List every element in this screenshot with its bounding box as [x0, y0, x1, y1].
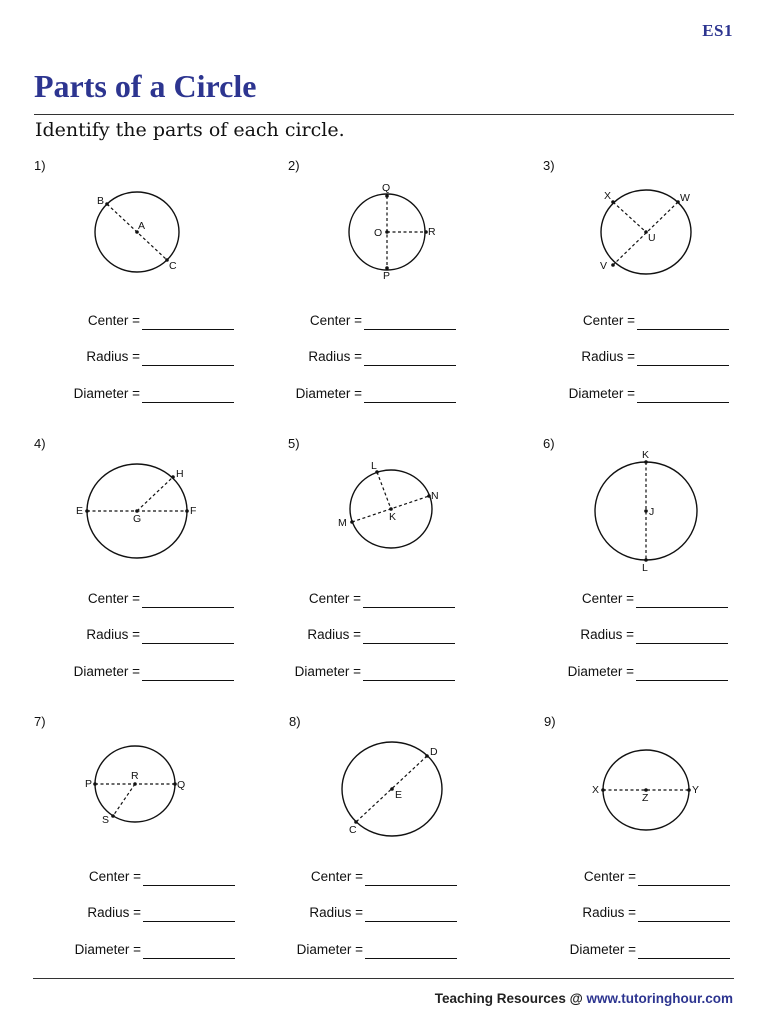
- problem-9: [544, 714, 768, 984]
- point: [601, 788, 605, 792]
- point-label: P: [85, 778, 93, 790]
- radius-answer: [252, 627, 455, 645]
- point-label: Z: [642, 792, 649, 804]
- diameter-label: Diameter =: [74, 942, 141, 957]
- diameter-answer-line[interactable]: [365, 958, 457, 959]
- diameter-answer-line[interactable]: [142, 402, 234, 403]
- point-label: U: [648, 232, 656, 244]
- point-label: L: [371, 460, 377, 472]
- point: [385, 230, 389, 234]
- diameter-answer-line[interactable]: [142, 680, 234, 681]
- radius-label: Radius =: [307, 627, 361, 642]
- center-answer: [525, 313, 729, 331]
- radius-answer-line[interactable]: [364, 365, 456, 366]
- point: [85, 509, 89, 513]
- problem-7: [34, 714, 274, 984]
- diameter-answer-line[interactable]: [364, 402, 456, 403]
- center-label: Center =: [309, 313, 362, 328]
- diameter-answer: [35, 942, 235, 960]
- point-label: F: [190, 505, 197, 517]
- diameter-answer: [252, 386, 456, 404]
- worksheet-code: ES1: [702, 21, 733, 40]
- radius-segment: [137, 477, 173, 511]
- radius-answer: [525, 349, 729, 367]
- point-label: N: [431, 490, 439, 502]
- radius-answer: [34, 349, 234, 367]
- point-label: A: [138, 220, 146, 232]
- point: [171, 475, 175, 479]
- center-answer: [35, 869, 235, 887]
- point: [93, 782, 97, 786]
- radius-label: Radius =: [581, 349, 635, 364]
- diameter-answer: [525, 664, 728, 682]
- radius-answer: [526, 905, 730, 923]
- center-answer: [253, 869, 457, 887]
- radius-answer: [525, 627, 728, 645]
- title-divider: [34, 114, 734, 115]
- point: [611, 263, 615, 267]
- diameter-label: Diameter =: [568, 386, 635, 401]
- circle-figure: [288, 436, 528, 576]
- problem-number: 7): [34, 714, 46, 729]
- point-label: M: [338, 517, 347, 529]
- center-label: Center =: [88, 869, 141, 884]
- center-answer-line[interactable]: [142, 329, 234, 330]
- circle-figure: [288, 158, 528, 298]
- footer-divider: [33, 978, 734, 979]
- radius-answer-line[interactable]: [143, 921, 235, 922]
- radius-answer: [34, 627, 234, 645]
- circle-figure: [34, 714, 274, 854]
- diameter-answer: [526, 942, 730, 960]
- center-answer-line[interactable]: [142, 607, 234, 608]
- point-label: Q: [382, 182, 391, 194]
- radius-answer: [35, 905, 235, 923]
- problem-5: [288, 436, 528, 706]
- center-answer-line[interactable]: [364, 329, 456, 330]
- radius-answer-line[interactable]: [365, 921, 457, 922]
- point: [425, 754, 429, 758]
- page-title: Parts of a Circle: [34, 68, 257, 104]
- point-label: E: [76, 505, 84, 517]
- center-label: Center =: [308, 591, 361, 606]
- point-label: K: [642, 449, 650, 461]
- point: [350, 520, 354, 524]
- point-label: Y: [692, 784, 700, 796]
- point: [105, 202, 109, 206]
- problem-3: [543, 158, 768, 428]
- point-label: P: [383, 270, 391, 282]
- problem-2: [288, 158, 528, 428]
- instructions: Identify the parts of each circle.: [35, 119, 345, 141]
- center-answer: [525, 591, 728, 609]
- radius-label: Radius =: [87, 905, 141, 920]
- center-answer: [252, 591, 455, 609]
- circle-figure: [289, 714, 529, 854]
- radius-answer: [253, 905, 457, 923]
- problem-number: 3): [543, 158, 555, 173]
- point-label: C: [349, 824, 357, 836]
- diameter-answer-line[interactable]: [637, 402, 729, 403]
- point: [133, 782, 137, 786]
- center-label: Center =: [310, 869, 363, 884]
- point: [185, 509, 189, 513]
- point: [385, 194, 389, 198]
- point-label: C: [169, 260, 177, 272]
- radius-answer-line[interactable]: [637, 365, 729, 366]
- radius-segment: [113, 784, 135, 816]
- radius-answer: [252, 349, 456, 367]
- radius-label: Radius =: [308, 349, 362, 364]
- point-label: Q: [177, 779, 186, 791]
- point-label: X: [604, 190, 612, 202]
- diameter-label: Diameter =: [296, 942, 363, 957]
- problem-number: 8): [289, 714, 301, 729]
- point: [644, 509, 648, 513]
- diameter-label: Diameter =: [73, 664, 140, 679]
- center-answer-line[interactable]: [638, 885, 730, 886]
- radius-segment: [377, 472, 391, 509]
- radius-answer-line[interactable]: [142, 643, 234, 644]
- center-answer-line[interactable]: [363, 607, 455, 608]
- diameter-answer: [525, 386, 729, 404]
- center-answer-line[interactable]: [636, 607, 728, 608]
- center-label: Center =: [583, 869, 636, 884]
- footer: [435, 991, 733, 1006]
- problem-6: [543, 436, 768, 706]
- center-label: Center =: [581, 591, 634, 606]
- radius-segment: [613, 202, 646, 232]
- diameter-label: Diameter =: [73, 386, 140, 401]
- point: [687, 788, 691, 792]
- diameter-answer: [34, 386, 234, 404]
- point: [390, 787, 394, 791]
- point-label: K: [389, 511, 397, 523]
- diameter-answer: [34, 664, 234, 682]
- radius-answer-line[interactable]: [363, 643, 455, 644]
- diameter-answer-line[interactable]: [143, 958, 235, 959]
- problem-number: 9): [544, 714, 556, 729]
- radius-label: Radius =: [86, 349, 140, 364]
- center-label: Center =: [87, 313, 140, 328]
- point-label: R: [131, 770, 139, 782]
- center-label: Center =: [87, 591, 140, 606]
- problem-4: [34, 436, 274, 706]
- problem-1: [34, 158, 274, 428]
- radius-label: Radius =: [309, 905, 363, 920]
- center-answer: [252, 313, 456, 331]
- diameter-label: Diameter =: [569, 942, 636, 957]
- point: [111, 814, 115, 818]
- circle-figure: [543, 436, 768, 576]
- point-label: V: [600, 260, 608, 272]
- center-answer: [34, 591, 234, 609]
- diameter-label: Diameter =: [294, 664, 361, 679]
- point-label: J: [649, 506, 655, 518]
- point-label: E: [395, 789, 403, 801]
- point-label: D: [430, 746, 438, 758]
- center-answer-line[interactable]: [143, 885, 235, 886]
- center-answer: [34, 313, 234, 331]
- radius-label: Radius =: [580, 627, 634, 642]
- center-answer: [526, 869, 730, 887]
- point-label: O: [374, 227, 383, 239]
- footer-link[interactable]: www.tutoringhour.com: [586, 991, 733, 1006]
- diameter-answer-line[interactable]: [636, 680, 728, 681]
- radius-label: Radius =: [86, 627, 140, 642]
- diameter-label: Diameter =: [567, 664, 634, 679]
- circle-figure: [34, 436, 274, 576]
- radius-answer-line[interactable]: [638, 921, 730, 922]
- point-label: S: [102, 814, 110, 826]
- problem-number: 6): [543, 436, 555, 451]
- circle-figure: [34, 158, 274, 298]
- diameter-label: Diameter =: [295, 386, 362, 401]
- circle-figure: [544, 714, 768, 854]
- problem-number: 4): [34, 436, 46, 451]
- diameter-answer-line[interactable]: [363, 680, 455, 681]
- center-answer-line[interactable]: [365, 885, 457, 886]
- circle-figure: [543, 158, 768, 298]
- point-label: X: [592, 784, 600, 796]
- point-label: L: [642, 562, 648, 574]
- point-label: G: [133, 513, 142, 525]
- footer-text: Teaching Resources @: [434, 991, 587, 1006]
- problem-number: 2): [288, 158, 300, 173]
- problem-number: 1): [34, 158, 46, 173]
- point-label: R: [428, 226, 436, 238]
- radius-answer-line[interactable]: [636, 643, 728, 644]
- radius-label: Radius =: [582, 905, 636, 920]
- diameter-answer: [252, 664, 455, 682]
- point-label: H: [176, 468, 184, 480]
- radius-answer-line[interactable]: [142, 365, 234, 366]
- center-answer-line[interactable]: [637, 329, 729, 330]
- center-label: Center =: [582, 313, 635, 328]
- problem-number: 5): [288, 436, 300, 451]
- point-label: W: [680, 192, 690, 204]
- point: [611, 200, 615, 204]
- problem-8: [289, 714, 529, 984]
- point-label: B: [97, 195, 105, 207]
- diameter-answer: [253, 942, 457, 960]
- diameter-answer-line[interactable]: [638, 958, 730, 959]
